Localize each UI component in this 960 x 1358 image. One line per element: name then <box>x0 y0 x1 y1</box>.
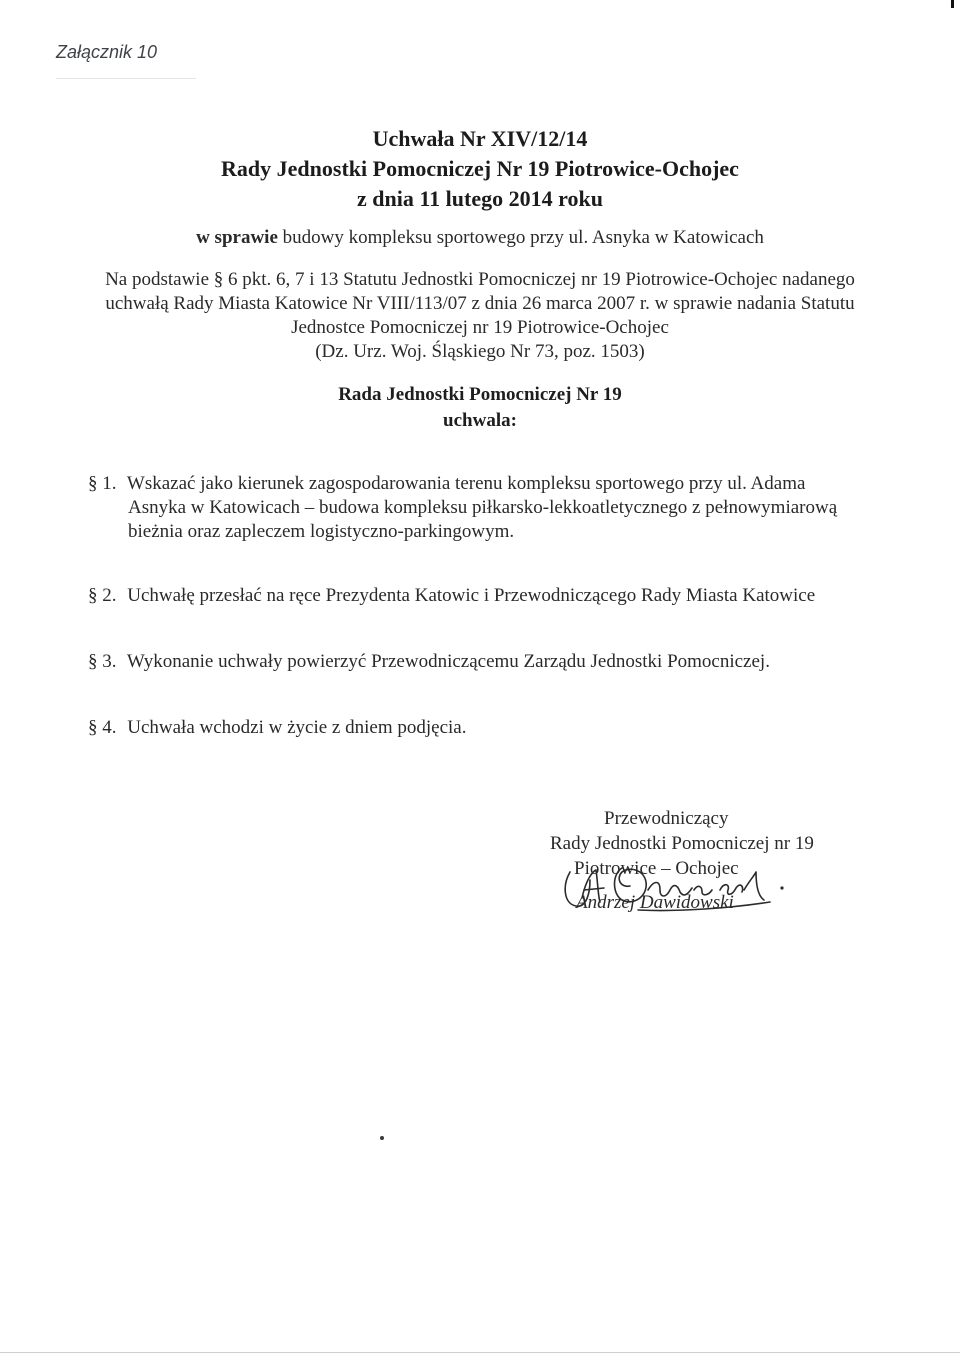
signatory-place: Piotrowice – Ochojec <box>574 858 739 879</box>
paragraph-number: § 2. <box>88 585 117 606</box>
council-name: Rady Jednostki Pomocniczej Nr 19 Piotrowice-Ochojec <box>221 156 739 181</box>
scan-edge-mark <box>951 0 954 8</box>
paragraph-text: Uchwałę przesłać na ręce Prezydenta Katowic i Przewodniczącego Rady Miasta Katowice <box>127 585 816 606</box>
paragraph-1 <box>88 472 878 544</box>
header-rule <box>56 78 196 79</box>
resolving-body-name: Rada Jednostki Pomocniczej Nr 19 <box>338 384 622 405</box>
signatory-title: Przewodniczący <box>604 808 729 829</box>
paragraph-number: § 3. <box>88 651 117 672</box>
resolving-body <box>200 382 760 434</box>
attachment-label: Załącznik 10 <box>56 42 158 62</box>
paragraph-text: Uchwała wchodzi w życie z dniem podjęcia. <box>127 717 467 738</box>
paragraph-number: § 4. <box>88 717 117 738</box>
paragraph-text: Wykonanie uchwały powierzyć Przewodniczącemu Zarządu Jednostki Pomocniczej. <box>126 651 770 672</box>
resolution-date: z dnia 11 lutego 2014 roku <box>357 186 603 211</box>
paragraph-number: § 1. <box>88 473 117 494</box>
paragraph-3 <box>88 650 770 674</box>
subject-prefix: w sprawie <box>196 227 278 248</box>
resolution-subject <box>90 226 870 250</box>
paragraph-2 <box>88 584 815 608</box>
legal-basis-line: Jednostce Pomocniczej nr 19 Piotrowice-Ochojec <box>291 317 669 338</box>
resolves-label: uchwala: <box>443 410 517 431</box>
resolution-number: Uchwała Nr XIV/12/14 <box>372 126 588 151</box>
legal-basis-line: Na podstawie § 6 pkt. 6, 7 i 13 Statutu Jednostki Pomocniczej nr 19 Piotrowice-Ochojec nadanego <box>105 269 855 290</box>
signatory-name: Andrzej Dawidowski <box>576 892 734 913</box>
scan-bottom-edge <box>0 1352 960 1353</box>
resolution-title <box>150 124 810 214</box>
subject-text: budowy kompleksu sportowego przy ul. Asnyka w Katowicach <box>282 227 764 248</box>
paragraph-text: bieżnia oraz zapleczem logistyczno-parkingowym. <box>128 521 515 542</box>
paragraph-4 <box>88 716 466 740</box>
legal-basis <box>80 268 880 364</box>
legal-basis-line: (Dz. Urz. Woj. Śląskiego Nr 73, poz. 1503) <box>315 341 645 362</box>
legal-basis-line: uchwałą Rady Miasta Katowice Nr VIII/113/07 z dnia 26 marca 2007 r. w sprawie nadania Statutu <box>105 293 855 314</box>
paragraph-text: Asnyka w Katowicach – budowa kompleksu piłkarsko-lekkoatletycznego z pełnowymiarową <box>128 497 838 518</box>
scan-speck <box>380 1136 384 1140</box>
paragraph-text: Wskazać jako kierunek zagospodarowania terenu kompleksu sportowego przy ul. Adama <box>126 473 806 494</box>
signatory-body: Rady Jednostki Pomocniczej nr 19 <box>550 833 814 854</box>
